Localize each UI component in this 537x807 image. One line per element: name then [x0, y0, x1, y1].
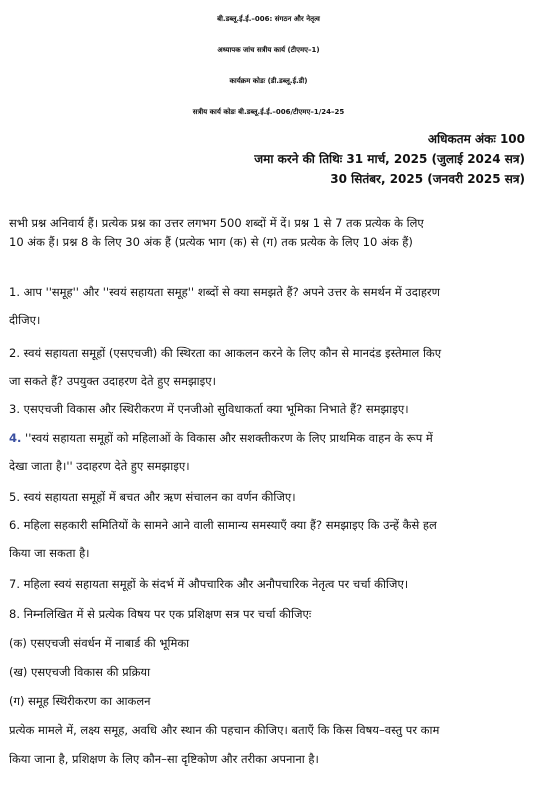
question-6-line-1: 6. महिला सहकारी समितियों के सामने आने वाली सामान्य समस्याएँ क्या हैं? समझाइए कि उन्हें कैसे हल: [9, 518, 437, 532]
due-date-january-session: 30 सितंबर, 2025 (जनवरी 2025 सत्र): [330, 172, 525, 186]
course-title: बी.डब्लू.ई.ई.–006: संगठन और नेतृत्व: [217, 15, 320, 23]
instructions-line-2: 10 अंक हैं। प्रश्न 8 के लिए 30 अंक हैं (प्रत्येक भाग (क) से (ग) तक प्रत्येक के लिए 10 अंक हैं): [9, 235, 413, 249]
question-1-line-2: दीजिए।: [9, 313, 41, 327]
question-8-part-c: (ग) समूह स्थिरीकरण का आकलन: [9, 694, 151, 708]
question-8-note-line-2: किया जाना है, प्रशिक्षण के लिए कौन–सा दृष्टिकोण और तरीका अपनाना है।: [9, 752, 319, 766]
question-4-line-2: देखा जाता है।'' उदाहरण देते हुए समझाइए।: [9, 459, 190, 473]
question-4-line-1: [9, 431, 433, 446]
max-marks: अधिकतम अंकः 100: [427, 132, 525, 146]
question-8-part-b: (ख) एसएचजी विकास की प्रक्रिया: [9, 665, 151, 679]
question-2-line-2: जा सकते हैं? उपयुक्त उदाहरण देते हुए समझाइए।: [9, 374, 217, 388]
question-8-note-line-1: प्रत्येक मामले में, लक्ष्य समूह, अवधि और स्थान की पहचान कीजिए। बताएँ कि किस विषय–वस्तु पर काम: [9, 723, 440, 737]
question-4-text: ''स्वयं सहायता समूहों को महिलाओं के विकास और सशक्तीकरण के लिए प्राथमिक वाहन के रूप में: [21, 431, 433, 445]
question-6-line-2: किया जा सकता है।: [9, 546, 90, 560]
question-2-line-1: 2. स्वयं सहायता समूहों (एसएचजी) की स्थिरता का आकलन करने के लिए कौन से मानदंड इस्तेमाल किए: [9, 346, 442, 360]
question-7-line-1: 7. महिला स्वयं सहायता समूहों के संदर्भ में औपचारिक और अनौपचारिक नेतृत्व पर चर्चा कीजिए।: [9, 577, 409, 591]
question-8-line-1: 8. निम्नलिखित में से प्रत्येक विषय पर एक प्रशिक्षण सत्र पर चर्चा कीजिएः: [9, 607, 312, 621]
due-date-july-session: जमा करने की तिथिः 31 मार्च, 2025 (जुलाई 2024 सत्र): [254, 152, 525, 166]
question-4-number: 4.: [9, 431, 22, 445]
instructions-line-1: सभी प्रश्न अनिवार्य हैं। प्रत्येक प्रश्न का उत्तर लगभग 500 शब्दों में दें। प्रश्न 1 से 7 तक प्रत्येक के लिए: [9, 216, 424, 230]
programme-code: कार्यक्रम कोडः (डी.डब्लू.ई.डी): [229, 77, 308, 85]
question-1-line-1: 1. आप ''समूह'' और ''स्वयं सहायता समूह'' शब्दों से क्या समझते हैं? अपने उत्तर के समर्थन में उदाहरण: [9, 285, 440, 299]
question-3-line-1: 3. एसएचजी विकास और स्थिरीकरण में एनजीओ सुविधाकर्ता क्या भूमिका निभाते हैं? समझाइए।: [9, 402, 409, 416]
assignment-code: सत्रीय कार्य कोडः बी.डब्लू.ई.ई.–006/टीएमए–1/24–25: [192, 108, 345, 116]
question-8-part-a: (क) एसएचजी संवर्धन में नाबार्ड की भूमिका: [9, 636, 190, 650]
assignment-title: अध्यापक जांच सत्रीय कार्य (टीएमए–1): [217, 46, 320, 54]
question-5-line-1: 5. स्वयं सहायता समूहों में बचत और ऋण संचालन का वर्णन कीजिए।: [9, 490, 296, 504]
